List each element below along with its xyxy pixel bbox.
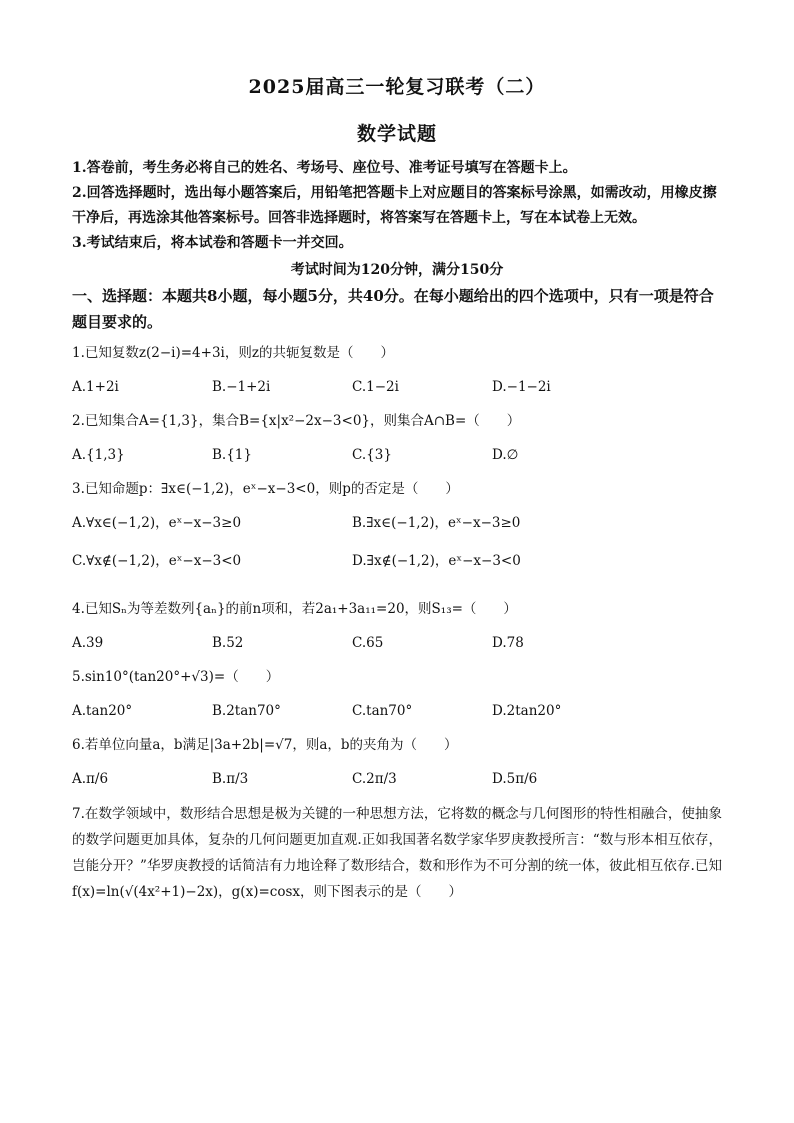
- question-4-options: [72, 631, 722, 655]
- option-d: D.2tan20°: [492, 703, 562, 719]
- notice-2: 2.回答选择题时，选出每小题答案后，用铅笔把答题卡上对应题目的答案标号涂黑，如需改动，用橡皮擦干净后，再选涂其他答案标号。回答非选择题时，将答案写在答题卡上，写在本试卷上无效。: [72, 185, 717, 226]
- question-1-options: [72, 375, 722, 399]
- option-b: B.π/3: [212, 771, 249, 787]
- question-2-options: [72, 443, 722, 467]
- option-b: B.2tan70°: [212, 703, 281, 719]
- option-a: A.π/6: [72, 771, 109, 787]
- question-5-stem: 5.sin10°(tan20°+√3)=（ ）: [72, 669, 280, 685]
- notice-1: 1.答卷前，考生务必将自己的姓名、考场号、座位号、准考证号填写在答题卡上。: [72, 160, 577, 176]
- exam-subtitle: 数学试题: [356, 123, 437, 145]
- option-b: B.{1}: [212, 447, 252, 463]
- question-6-stem: 6.若单位向量a，b满足|3a+2b|=√7，则a，b的夹角为（ ）: [72, 737, 458, 753]
- notice-3: 3.考试结束后，将本试卷和答题卡一并交回。: [72, 235, 353, 251]
- option-c: C.1−2i: [352, 379, 399, 395]
- option-d: D.∅: [492, 447, 519, 463]
- question-3-stem: 3.已知命题p：∃x∈(−1,2)，eˣ−x−3<0，则p的否定是（ ）: [72, 481, 459, 497]
- exam-page: [72, 60, 722, 905]
- option-a: A.1+2i: [72, 379, 119, 395]
- option-b: B.∃x∈(−1,2)，eˣ−x−3≥0: [352, 515, 521, 531]
- option-a: A.{1,3}: [72, 447, 125, 463]
- question-6-options: [72, 767, 722, 791]
- option-b: B.−1+2i: [212, 379, 271, 395]
- exam-title: 2025届高三一轮复习联考（二）: [248, 76, 546, 98]
- question-7-stem: 7.在数学领域中，数形结合思想是极为关键的一种思想方法，它将数的概念与几何图形的特性相融合，使抽象的数学问题更加具体，复杂的几何问题更加直观.正如我国著名数学家华罗庚教授所言：“数与形本相互依存，岂能分开？”华罗庚教授的话简洁有力地诠释了数形结合，数和形作为不可分割的统一体，彼此相互依存.已知f(x)=ln(√(4x²+1)−2x)，g(x)=cosx，则下图表示的是（ ）: [72, 806, 722, 900]
- option-d: D.−1−2i: [492, 379, 551, 395]
- exam-time-info: 考试时间为120分钟，满分150分: [290, 262, 504, 278]
- question-3-options: [72, 511, 722, 587]
- option-c: C.∀x∉(−1,2)，eˣ−x−3<0: [72, 553, 242, 569]
- option-a: A.tan20°: [72, 703, 133, 719]
- question-4-stem: 4.已知Sₙ为等差数列{aₙ}的前n项和，若2a₁+3a₁₁=20，则S₁₃=（ ）: [72, 601, 517, 617]
- option-a: A.39: [72, 635, 104, 651]
- question-2-stem: 2.已知集合A={1,3}，集合B={x|x²−2x−3<0}，则集合A∩B=（ ）: [72, 413, 521, 429]
- option-c: C.tan70°: [352, 703, 413, 719]
- question-5-options: [72, 699, 722, 723]
- option-c: C.65: [352, 635, 384, 651]
- option-d: D.78: [492, 635, 524, 651]
- option-b: B.52: [212, 635, 244, 651]
- option-c: C.{3}: [352, 447, 392, 463]
- option-d: D.5π/6: [492, 771, 538, 787]
- option-a: A.∀x∈(−1,2)，eˣ−x−3≥0: [72, 515, 242, 531]
- option-d: D.∃x∉(−1,2)，eˣ−x−3<0: [352, 553, 521, 569]
- question-1-stem: 1.已知复数z(2−i)=4+3i，则z的共轭复数是（ ）: [72, 345, 394, 361]
- option-c: C.2π/3: [352, 771, 397, 787]
- section-heading-choice: 一、选择题：本题共8小题，每小题5分，共40分。在每小题给出的四个选项中，只有一项是符合题目要求的。: [72, 287, 714, 331]
